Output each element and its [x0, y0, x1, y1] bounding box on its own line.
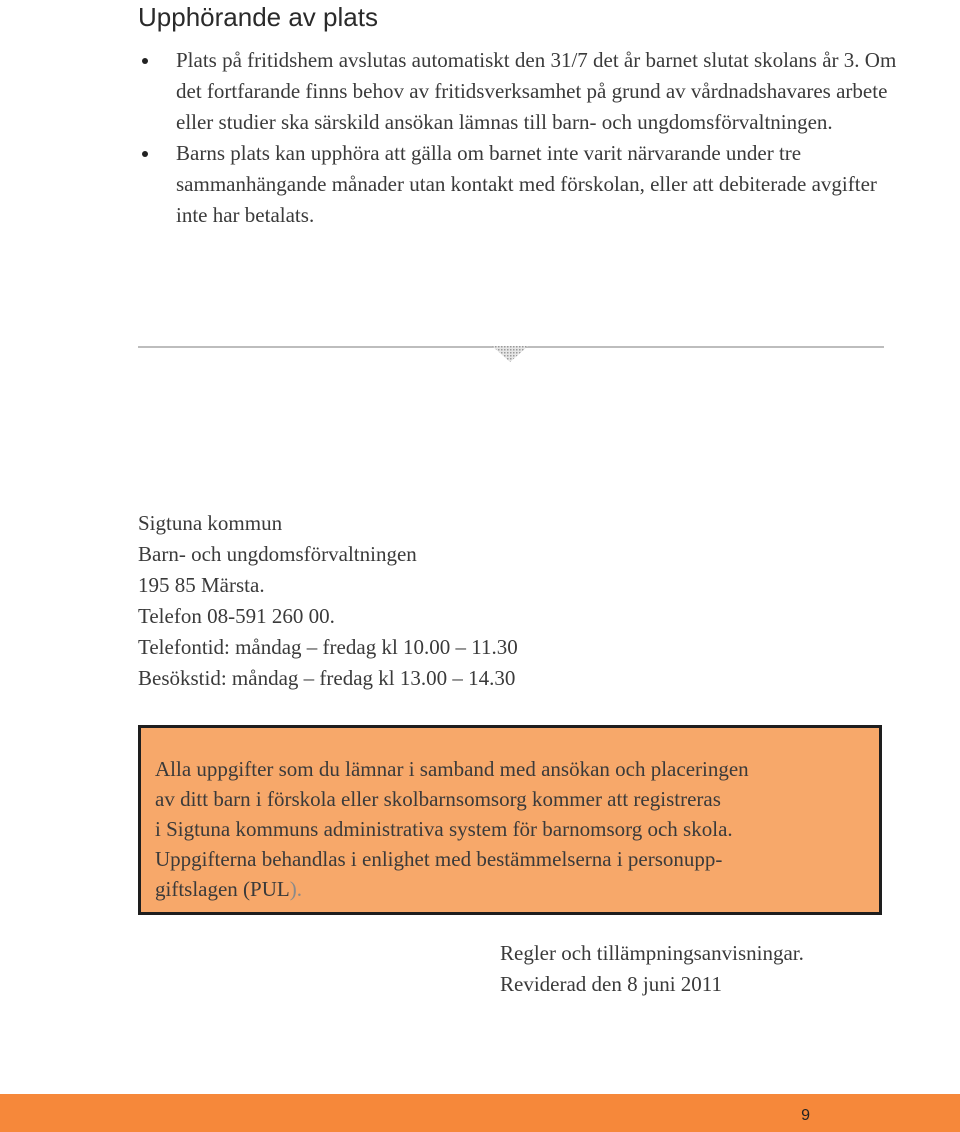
- address-line: Barn- och ungdomsförvaltningen: [138, 542, 417, 566]
- address-line: Besökstid: måndag – fredag kl 13.00 – 14.30: [138, 666, 516, 690]
- privacy-notice-box: [138, 725, 882, 915]
- page-number: 9: [801, 1107, 810, 1124]
- notice-line: av ditt barn i förskola eller skolbarnsomsorg kommer att registreras: [155, 787, 721, 811]
- notice-line: Uppgifterna behandlas i enlighet med bestämmelserna i personupp-: [155, 847, 723, 871]
- bullet-icon: [142, 151, 148, 157]
- address-line: Sigtuna kommun: [138, 511, 283, 535]
- section-heading: Upphörande av plats: [138, 2, 378, 32]
- list-item: [138, 45, 898, 138]
- list-item-text: Barns plats kan upphöra att gälla om barnet inte varit närvarande under tre sammanhängande månader utan kontakt med förskolan, eller att debiterade avgifter inte har betalats.: [176, 141, 877, 227]
- notice-line: Alla uppgifter som du lämnar i samband med ansökan och placeringen: [155, 757, 749, 781]
- list-item: [138, 138, 898, 231]
- address-line: Telefon 08-591 260 00.: [138, 604, 335, 628]
- notice-line-last: [155, 874, 865, 904]
- document-reference: [500, 938, 804, 1000]
- page-footer: [0, 1094, 960, 1132]
- contact-address: [138, 508, 518, 694]
- revision-date: Reviderad den 8 juni 2011: [500, 972, 723, 996]
- divider-ornament-icon: [492, 346, 528, 362]
- notice-trailing-punctuation: ).: [289, 877, 302, 901]
- address-line: Telefontid: måndag – fredag kl 10.00 – 11.30: [138, 635, 518, 659]
- bullet-icon: [142, 58, 148, 64]
- list-item-text: Plats på fritidshem avslutas automatiskt den 31/7 det år barnet slutat skolans år 3. Om det fortfarande finns behov av fritidsverksamhet på grund av vårdnadshavares arbete eller studier ska särskild ansökan lämnas till barn- och ungdomsförvaltningen.: [176, 48, 897, 134]
- document-title: Regler och tillämpningsanvisningar.: [500, 941, 804, 965]
- notice-line: i Sigtuna kommuns administrativa system för barnomsorg och skola.: [155, 817, 733, 841]
- bullet-list: [138, 45, 898, 231]
- notice-line-text: giftslagen (PUL: [155, 877, 290, 901]
- address-line: 195 85 Märsta.: [138, 573, 265, 597]
